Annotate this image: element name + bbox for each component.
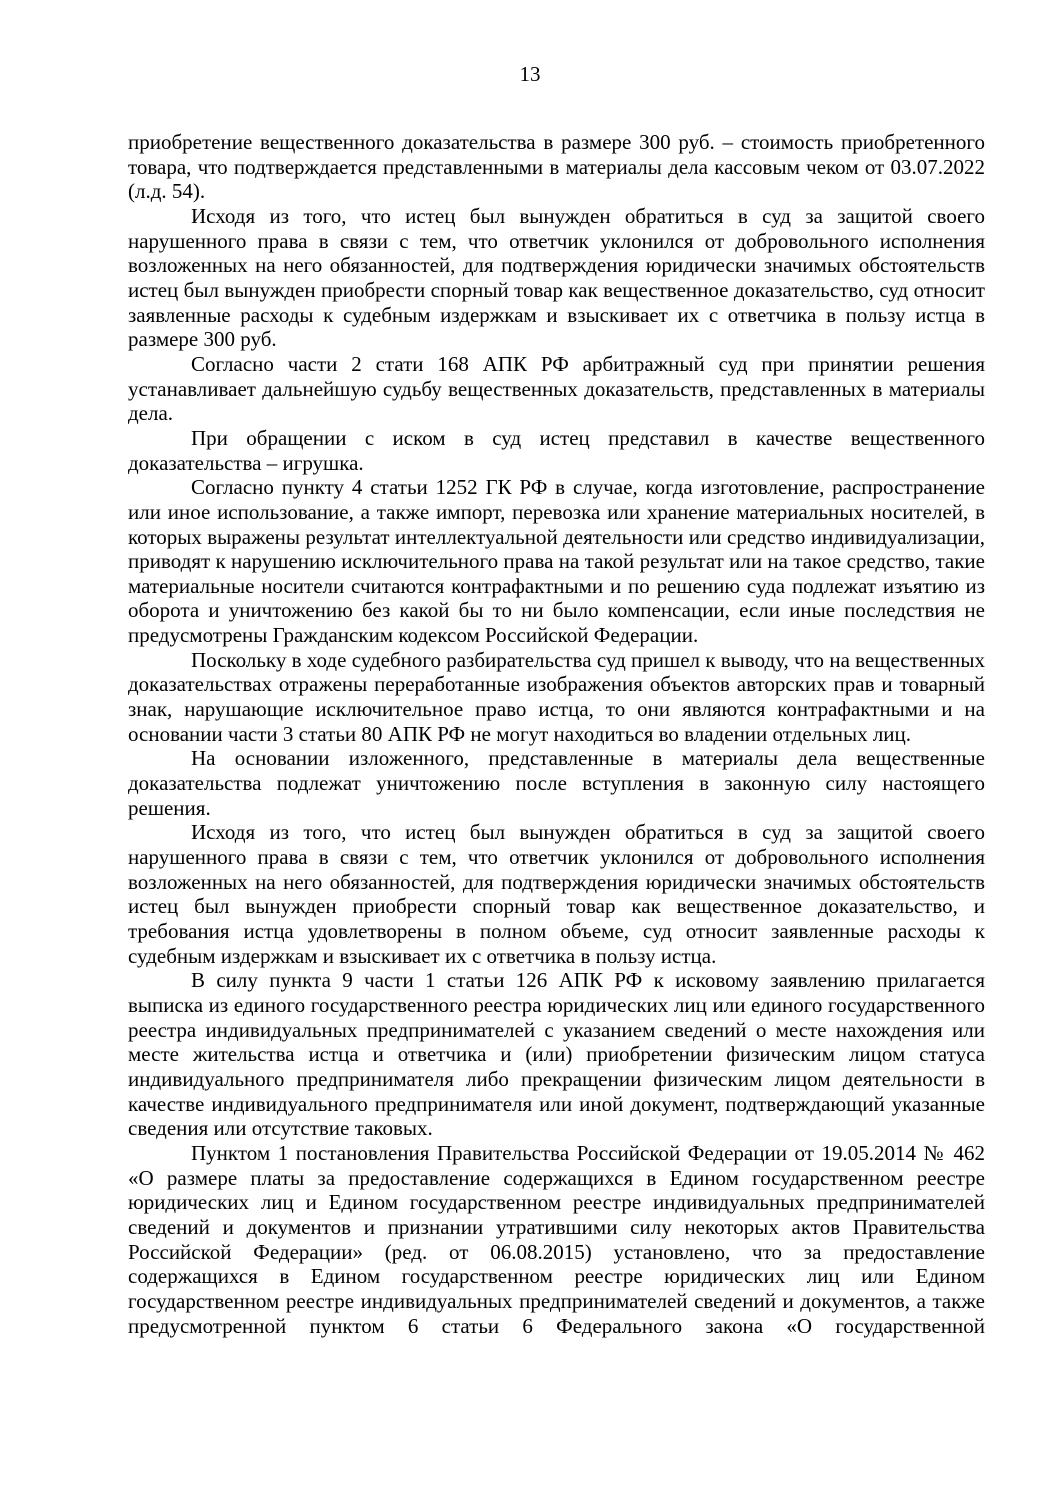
- text-block: [128, 130, 985, 1338]
- paragraph-10: Пунктом 1 постановления Правительства Российской Федерации от 19.05.2014 № 462 «О размере платы за предоставление содержащихся в Едином государственном реестре юридических лиц и Едином государственном реестре индивидуальных предпринимателей сведений и документов и признании утратившими силу некоторых актов Правительства Российской Федерации» (ред. от 06.08.2015) установлено, что за предоставление содержащихся в Едином государственном реестре юридических лиц или Едином государственном реестре индивидуальных предпринимателей сведений и документов, а также предусмотренной пунктом 6 статьи 6 Федерального закона «О государственной: [128, 1140, 985, 1338]
- paragraph-9: В силу пункта 9 части 1 статьи 126 АПК РФ к исковому заявлению прилагается выписка из единого государственного реестра юридических лиц или единого государственного реестра индивидуальных предпринимателей с указанием сведений о месте нахождения или месте жительства истца и ответчика и (или) приобретении физическим лицом статуса индивидуального предпринимателя либо прекращении физическим лицом деятельности в качестве индивидуального предпринимателя или иной документ, подтверждающий указанные сведения или отсутствие таковых.: [128, 968, 985, 1141]
- paragraph-7: На основании изложенного, представленные в материалы дела вещественные доказательства подлежат уничтожению после вступления в законную силу настоящего решения.: [128, 746, 985, 820]
- paragraph-5: Согласно пункту 4 статьи 1252 ГК РФ в случае, когда изготовление, распространение или иное использование, а также импорт, перевозка или хранение материальных носителей, в которых выражены результат интеллектуальной деятельности или средство индивидуализации, приводят к нарушению исключительного права на такой результат или на такое средство, такие материальные носители считаются контрафактными и по решению суда подлежат изъятию из оборота и уничтожению без какой бы то ни было компенсации, если иные последствия не предусмотрены Гражданским кодексом Российской Федерации.: [128, 475, 985, 648]
- paragraph-2: Исходя из того, что истец был вынужден обратиться в суд за защитой своего нарушенного права в связи с тем, что ответчик уклонился от добровольного исполнения возложенных на него обязанностей, для подтверждения юридически значимых обстоятельств истец был вынужден приобрести спорный товар как вещественное доказательство, суд относит заявленные расходы к судебным издержкам и взыскивает их с ответчика в пользу истца в размере 300 руб.: [128, 203, 985, 352]
- paragraph-3: Согласно части 2 стати 168 АПК РФ арбитражный суд при принятии решения устанавливает дальнейшую судьбу вещественных доказательств, представленных в материалы дела.: [128, 351, 985, 426]
- paragraph-1: приобретение вещественного доказательства в размере 300 руб. – стоимость приобретенного товара, что подтверждается представленными в материалы дела кассовым чеком от 03.07.2022 (л.д. 54).: [128, 130, 985, 204]
- paragraph-8: Исходя из того, что истец был вынужден обратиться в суд за защитой своего нарушенного права в связи с тем, что ответчик уклонился от добровольного исполнения возложенных на него обязанностей, для подтверждения юридически значимых обстоятельств истец был вынужден приобрести спорный товар как вещественное доказательство, и требования истца удовлетворены в полном объеме, суд относит заявленные расходы к судебным издержкам и взыскивает их с ответчика в пользу истца.: [128, 820, 985, 968]
- page-number: 13: [519, 62, 541, 86]
- paragraph-4: При обращении с иском в суд истец представил в качестве вещественного доказательства – игрушка.: [128, 425, 985, 475]
- paragraph-6: Поскольку в ходе судебного разбирательства суд пришел к выводу, что на вещественных доказательствах отражены переработанные изображения объектов авторских прав и товарный знак, нарушающие исключительное право истца, то они являются контрафактными и на основании части 3 статьи 80 АПК РФ не могут находиться во владении отдельных лиц.: [128, 647, 985, 746]
